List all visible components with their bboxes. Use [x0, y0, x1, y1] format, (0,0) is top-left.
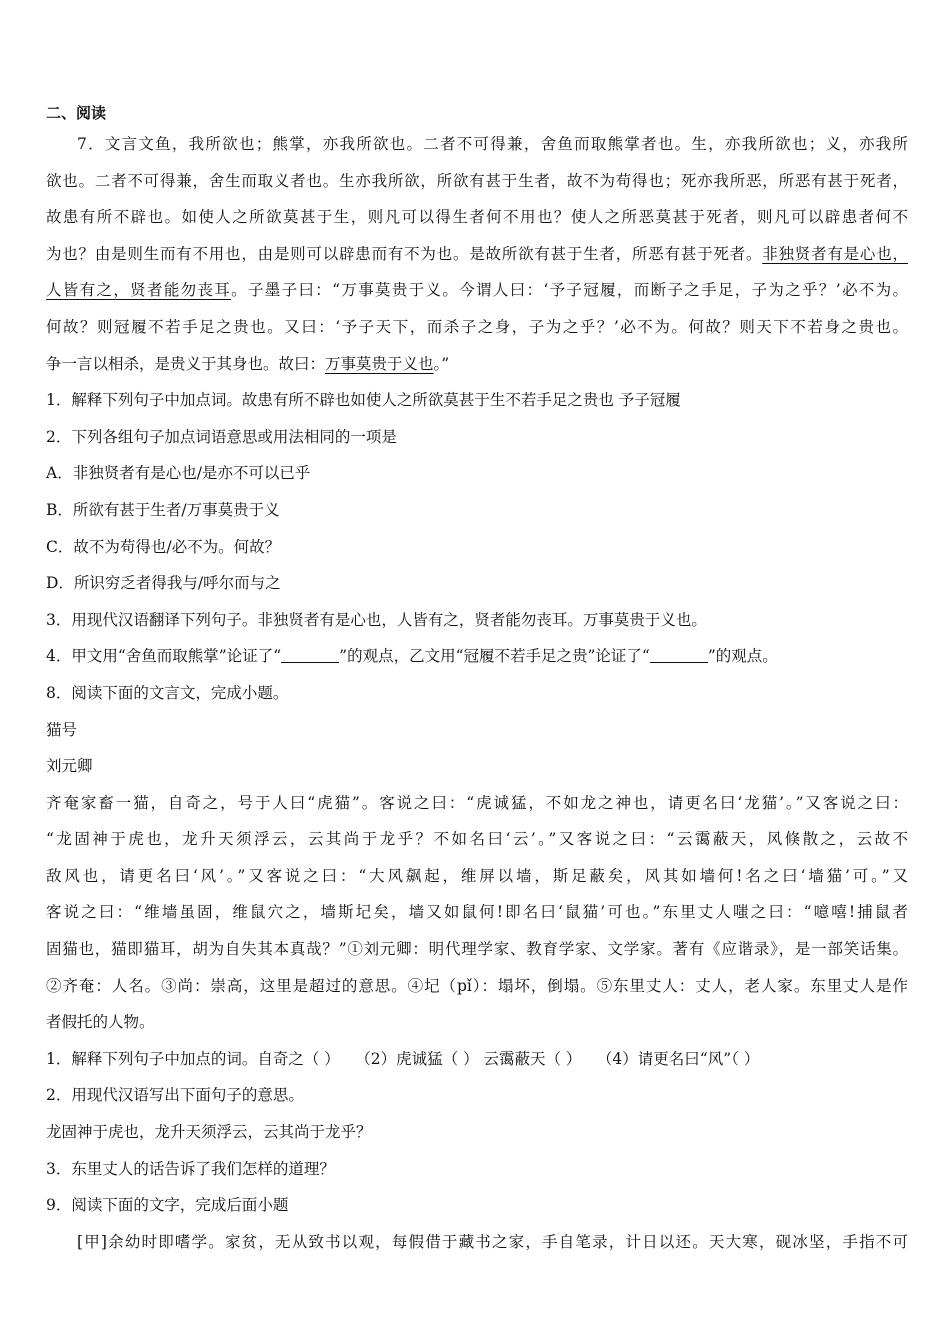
passage-line: 者假托的人物。 — [46, 1013, 155, 1032]
passage-text: 争一言以相杀，是贵义于其身也。故曰： — [46, 354, 326, 373]
option-d: D．所识穷乏者得我与/呼尔而与之 — [46, 574, 281, 593]
subquestion: 3．东里丈人的话告诉了我们怎样的道理？ — [46, 1159, 335, 1178]
question-9 — [46, 1187, 908, 1260]
question-8 — [46, 675, 908, 1187]
passage-author: 刘元卿 — [46, 757, 93, 776]
answer-blank[interactable] — [650, 644, 708, 663]
underlined-phrase: 人皆有之，贤者能勿丧耳 — [46, 281, 232, 300]
section-title: 二、阅读 — [46, 104, 107, 122]
subquestion: 1．解释下列句子中加点的词。自奇之（ ） （2）虎诚猛（ ） 云霭蔽天（ ） （4）请更名曰“风”（ ） — [46, 1049, 760, 1068]
passage-line: 欲也。二者不可得兼，舍生而取义者也。生亦我所欲，所欲有甚于生者，故不为苟得也；死亦我所恶，所恶有甚于死者， — [46, 171, 908, 190]
question-text: ”的观点。 — [707, 647, 778, 666]
passage-line: 齐奄家畜一猫，自奇之，号于人曰“虎猫”。客说之曰：“虎诚猛，不如龙之神也，请更名曰‘龙猫’。”又客说之曰： — [46, 793, 908, 812]
option-b: B．所欲有甚于生者/万事莫贵于义 — [46, 500, 280, 519]
passage-title: 猫号 — [46, 720, 78, 739]
subquestion-fill-blank — [46, 638, 908, 675]
passage-line: 故患有所不辟也。如使人之所欲莫甚于生，则凡可以得生者何不用也？使人之所恶莫甚于死者，则凡可以辟患者何不 — [46, 208, 908, 227]
passage-line: [甲]余幼时即嗜学。家贫，无从致书以观，每假借于藏书之家，手自笔录，计日以还。天大寒，砚冰坚，手指不可 — [77, 1232, 908, 1251]
passage-line: ②齐奄：人名。③尚：崇高，这里是超过的意思。④圮（pǐ）：塌坏，倒塌。⑤东里丈人：丈人，老人家。东里丈人是作 — [46, 976, 908, 995]
passage-line: “龙固神于虎也，龙升天须浮云，云其尚于龙乎？不如名曰‘云’。”又客说之曰：“云霭蔽天，风倏散之，云故不 — [46, 830, 908, 849]
passage-text: 为也？由是则生而有不用也，由是则可以辟患而有不为也。是故所欲有甚于生者，所恶有甚于死者。 — [46, 244, 763, 263]
passage-line: 敌风也，请更名曰‘风’。”又客说之曰：“大风飙起，维屏以墙，斯足蔽矣，风其如墙何!名之曰‘墙猫’可。”又 — [46, 866, 908, 885]
question-7-passage — [46, 126, 908, 382]
question-intro: 9．阅读下面的文字，完成后面小题 — [46, 1196, 289, 1215]
passage-line — [46, 272, 908, 309]
subquestion: 1．解释下列句子中加点词。故患有所不辟也如使人之所欲莫甚于生不若手足之贵也 予子冠履 — [46, 391, 681, 410]
question-text: ”的观点，乙文用“冠履不若手足之贵”论证了“ — [339, 647, 650, 666]
subquestion: 3．用现代汉语翻译下列句子。非独贤者有是心也，人皆有之，贤者能勿丧耳。万事莫贵于义也。 — [46, 610, 707, 629]
passage-line: 客说之曰：“维墙虽固，维鼠穴之，墙斯圮矣，墙又如鼠何!即名曰‘鼠猫’可也。”东里丈人嗤之曰：“噫嘻!捕鼠者 — [46, 903, 908, 922]
passage-line — [46, 236, 908, 273]
question-7-subquestions — [46, 382, 908, 675]
question-intro: 8．阅读下面的文言文，完成小题。 — [46, 683, 289, 702]
answer-blank[interactable] — [281, 644, 339, 663]
passage-line: 何故？则冠履不若手足之贵也。又曰：‘予子天下，而杀子之身，子为之乎？’必不为。何故？则天下不若身之贵也。 — [46, 317, 908, 336]
subquestion: 2．用现代汉语写出下面句子的意思。 — [46, 1086, 304, 1105]
passage-line — [46, 346, 908, 383]
passage-text: 。子墨子曰：“万事莫贵于义。今谓人曰：‘予子冠履，而断子之手足，子为之乎？’必不为。 — [231, 281, 908, 300]
subquestion: 2．下列各组句子加点词语意思或用法相同的一项是 — [46, 427, 397, 446]
option-a: A．非独贤者有是心也/是亦不可以已乎 — [46, 464, 311, 483]
subquestion-sentence: 龙固神于虎也，龙升天须浮云，云其尚于龙乎？ — [46, 1123, 372, 1142]
option-c: C．故不为苟得也/必不为。何故？ — [46, 537, 281, 556]
passage-line: 7．文言文鱼，我所欲也；熊掌，亦我所欲也。二者不可得兼，舍鱼而取熊掌者也。生，亦我所欲也；义，亦我所 — [77, 135, 908, 153]
underlined-phrase: 万事莫贵于义也 — [325, 354, 434, 373]
passage-line: 固猫也，猫即猫耳，胡为自失其本真哉？”①刘元卿：明代理学家、教育学家、文学家。著有《应谐录》，是一部笑话集。 — [46, 940, 908, 959]
question-text: 4．甲文用“舍鱼而取熊掌”论证了“ — [46, 647, 282, 666]
underlined-phrase: 非独贤者有是心也， — [762, 244, 908, 263]
document-page — [46, 100, 908, 1260]
passage-text: 。” — [433, 354, 450, 373]
